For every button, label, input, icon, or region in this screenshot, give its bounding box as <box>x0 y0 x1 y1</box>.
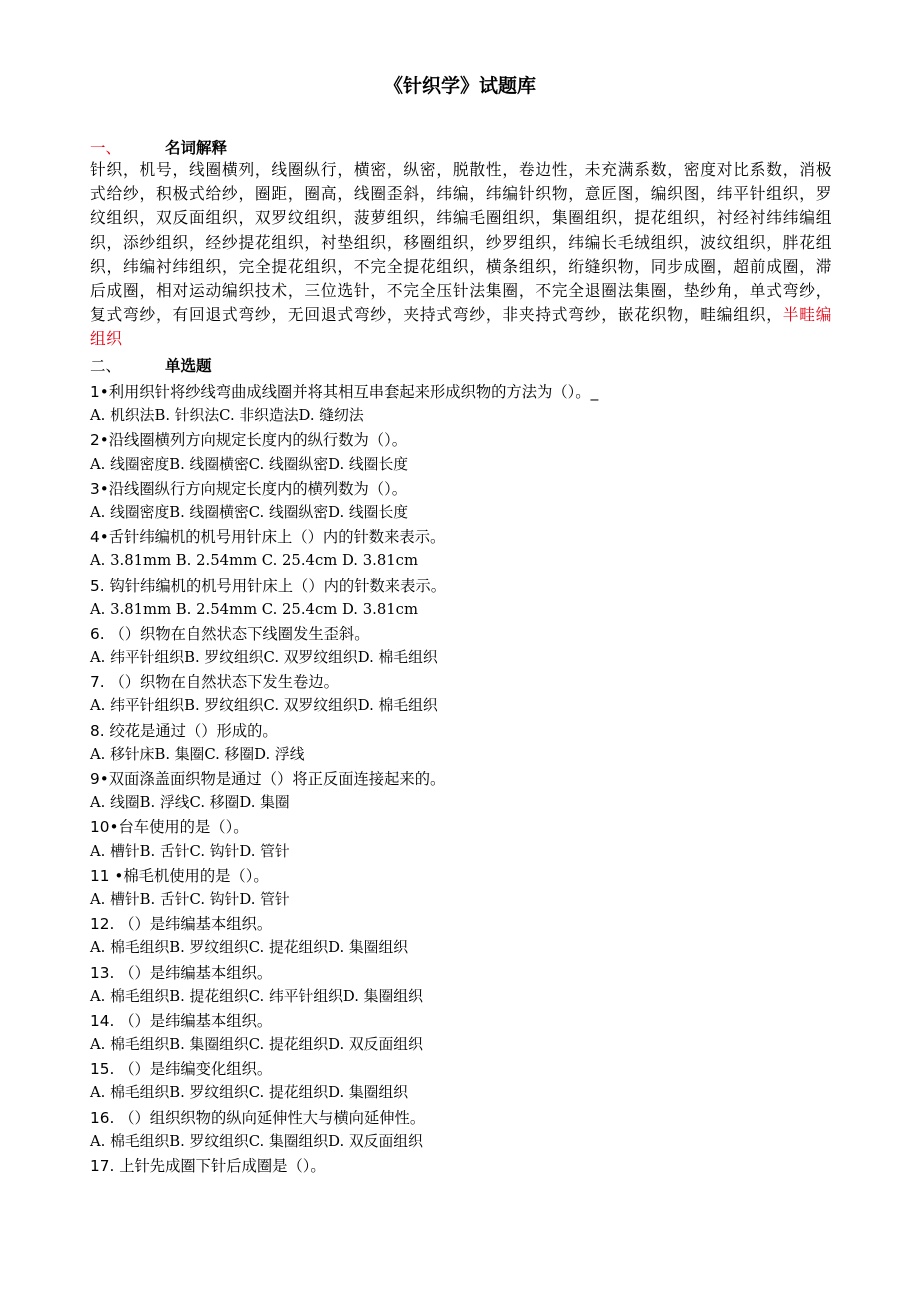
question-text: 6. （）织物在自然状态下线圈发生歪斜。 <box>90 624 370 643</box>
question-text: 13. （）是纬编基本组织。 <box>90 963 273 982</box>
answer-options: A. 3.81mm B. 2.54mm C. 25.4cm D. 3.81cm <box>90 600 418 618</box>
answer-options: A. 棉毛组织B. 提花组织C. 纬平针组织D. 集圈组织 <box>90 987 423 1005</box>
answer-options: A. 棉毛组织B. 集圈组织C. 提花组织D. 双反面组织 <box>90 1036 423 1054</box>
answer-options: A. 棉毛组织B. 罗纹组织C. 提花组织D. 集圈组织 <box>90 939 409 957</box>
answer-options: A. 棉毛组织B. 罗纹组织C. 集圈组织D. 双反面组织 <box>90 1132 423 1150</box>
question-text: 2•沿线圈横列方向规定长度内的纵行数为（）。 <box>90 431 408 450</box>
terms-text: 针织，机号，线圈横列，线圈纵行，横密，纵密，脱散性，卷边性，未充满系数，密度对比系数，消极式给纱，积极式给纱，圈距，圈高，线圈歪斜，纬编，纬编针织物，意匠图，编织图，纬平针组织，罗纹组织，双反面组织，双罗纹组织，菠萝组织，纬编毛圈组织，集圈组织，提花组织，衬经衬纬纬编组织，添纱组织，经纱提花组织，衬垫组织，移圈组织，纱罗组织，纬编长毛绒组织，波纹组织，胖花组织，纬编衬纬组织，完全提花组织，不完全提花组织，横条组织，绗缝织物，同步成圈，超前成圈，滞后成圈，相对运动编织技术，三位选针，不完全压针法集圈，不完全退圈法集圈，垫纱角，单式弯纱，复式弯纱，有回退式弯纱，无回退式弯纱，夹持式弯纱，非夹持式弯纱，嵌花织物，畦编组织， <box>90 160 832 325</box>
question-text: 14. （）是纬编基本组织。 <box>90 1011 273 1030</box>
question-text: 1•利用织针将纱线弯曲成线圈并将其相互串套起来形成织物的方法为（）。_ <box>90 383 599 401</box>
question-text: 5. 钩针纬编机的机号用针床上（）内的针数来表示。 <box>90 576 446 595</box>
section-heading-terms <box>90 136 227 160</box>
answer-options: A. 3.81mm B. 2.54mm C. 25.4cm D. 3.81cm <box>90 552 418 570</box>
section-number: 二、 <box>90 357 122 375</box>
question-list <box>90 380 850 1178</box>
question-text: 3•沿线圈纵行方向规定长度内的横列数为（）。 <box>90 479 408 498</box>
answer-options: A. 槽针B. 舌针C. 钩针D. 管针 <box>90 842 290 860</box>
question-text: 10•台车使用的是（）。 <box>90 818 249 837</box>
question-text: 4•舌针纬编机的机号用针床上（）内的针数来表示。 <box>90 528 446 547</box>
answer-options: A. 纬平针组织B. 罗纹组织C. 双罗纹组织D. 棉毛组织 <box>90 697 438 715</box>
answer-options: A. 线圈B. 浮线C. 移圈D. 集圈 <box>90 794 290 812</box>
question-text: 17. 上针先成圈下针后成圈是（）。 <box>90 1157 326 1175</box>
question-text: 8. 绞花是通过（）形成的。 <box>90 721 278 740</box>
answer-options: A. 纬平针组织B. 罗纹组织C. 双罗纹组织D. 棉毛组织 <box>90 649 438 667</box>
section-heading-single-choice <box>90 354 212 378</box>
question-text: 7. （）织物在自然状态下发生卷边。 <box>90 673 339 692</box>
question-text: 16. （）组织织物的纵向延伸性大与横向延伸性。 <box>90 1108 426 1127</box>
question-text: 9•双面涤盖面织物是通过（）将正反面连接起来的。 <box>90 770 446 788</box>
answer-options: A. 槽针B. 舌针C. 钩针D. 管针 <box>90 890 290 908</box>
question-text: 11 •棉毛机使用的是（）。 <box>90 866 269 885</box>
answer-options: A. 线圈密度B. 线圈横密C. 线圈纵密D. 线圈长度 <box>90 455 409 473</box>
terms-highlight: 半畦编组织 <box>90 305 832 349</box>
answer-options: A. 线圈密度B. 线圈横密C. 线圈纵密D. 线圈长度 <box>90 503 409 521</box>
question-text: 15. （）是纬编变化组织。 <box>90 1060 273 1079</box>
question-text: 12. （）是纬编基本组织。 <box>90 915 273 934</box>
document-title: 《针织学》试题库 <box>383 75 536 97</box>
terms-paragraph <box>90 158 832 352</box>
answer-options: A. 棉毛组织B. 罗纹组织C. 提花组织D. 集圈组织 <box>90 1084 409 1102</box>
answer-options: A. 机织法B. 针织法C. 非织造法D. 缝纫法 <box>90 407 364 425</box>
answer-options: A. 移针床B. 集圈C. 移圈D. 浮线 <box>90 745 305 763</box>
section-label: 单选题 <box>165 357 212 375</box>
section-number: 一、 <box>90 139 122 157</box>
section-label: 名词解释 <box>165 139 228 157</box>
